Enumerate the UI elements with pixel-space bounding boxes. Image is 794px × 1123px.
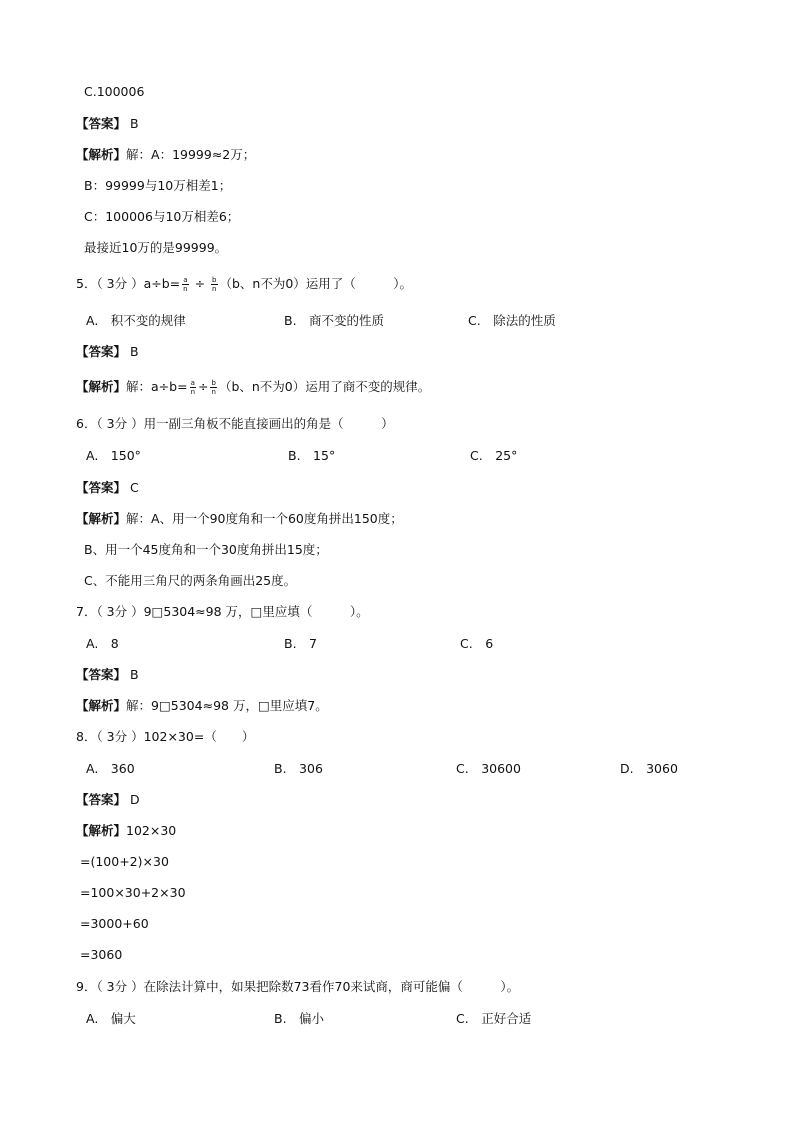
q8-answer-value: D: [130, 792, 140, 807]
q7-answer: [76, 667, 139, 683]
q8-jiexi: [76, 823, 176, 839]
fraction-denominator: n: [211, 388, 216, 396]
q8-option-a: A. 360: [86, 761, 135, 776]
fraction-b-over-n: [211, 276, 217, 293]
q4-jiexi: [76, 147, 255, 163]
q8-answer: [76, 792, 140, 808]
q5-answer-value: B: [130, 344, 139, 359]
q5-option-a: A. 积不变的规律: [86, 313, 186, 328]
fraction-b-over-n: [210, 379, 216, 396]
q5-jiexi-post: （b、n不为0）运用了商不变的规律。: [218, 379, 431, 394]
jiexi-label: 【解析】: [76, 379, 127, 394]
fraction-numerator: a: [183, 276, 188, 284]
q6-option-c: C. 25°: [470, 448, 518, 463]
answer-label: 【答案】: [76, 480, 127, 495]
fraction-numerator: a: [190, 379, 195, 387]
q4-answer: [76, 116, 139, 132]
q6-answer: [76, 480, 139, 496]
q6-stem: 6．（ 3分 ）用一副三角板不能直接画出的角是（ ）: [76, 416, 394, 431]
fraction-denominator: n: [212, 285, 217, 293]
divide-sign: ÷: [198, 379, 209, 394]
previous-option-c: C.100006: [84, 84, 145, 99]
q5-jiexi-pre: 解：a÷b=: [126, 379, 188, 394]
fraction-denominator: n: [183, 285, 188, 293]
q4-jiexi-line: 解：A：19999≈2万；: [126, 147, 256, 162]
q8-step: =3060: [80, 947, 123, 962]
q7-stem: 7．（ 3分 ）9□5304≈98 万，□里应填（ ）。: [76, 604, 369, 619]
q6-jiexi-line: 解：A、用一个90度角和一个60度角拼出150度；: [126, 511, 403, 526]
fraction-numerator: b: [211, 379, 216, 387]
q6-option-a: A. 150°: [86, 448, 141, 463]
q4-jiexi-line: C：100006与10万相差6；: [84, 209, 240, 224]
q8-option-c: C. 30600: [456, 761, 521, 776]
q9-option-c: C. 正好合适: [456, 1011, 532, 1026]
q9-option-b: B. 偏小: [274, 1011, 325, 1026]
q8-option-d: D. 3060: [620, 761, 678, 776]
q6-option-b: B. 15°: [288, 448, 336, 463]
q7-jiexi: [76, 698, 328, 714]
q8-stem: 8．（ 3分 ）102×30=（ ）: [76, 729, 255, 744]
q4-answer-value: B: [130, 116, 139, 131]
q7-jiexi-text: 解：9□5304≈98 万，□里应填7。: [126, 698, 328, 713]
q7-option-c: C. 6: [460, 636, 494, 651]
q6-jiexi: [76, 511, 403, 527]
q8-jiexi-first: 102×30: [126, 823, 177, 838]
q5-option-c: C. 除法的性质: [468, 313, 556, 328]
q7-answer-value: B: [130, 667, 139, 682]
q8-option-b: B. 306: [274, 761, 323, 776]
divide-sign: ÷: [194, 276, 206, 291]
q5-answer: [76, 344, 139, 360]
q4-jiexi-line: 最接近10万的是99999。: [84, 240, 228, 255]
jiexi-label: 【解析】: [76, 698, 127, 713]
fraction-a-over-n: [182, 276, 188, 293]
fraction-a-over-n: [190, 379, 196, 396]
q5-stem-pre: 5．（ 3分 ）a÷b=: [76, 276, 181, 291]
fraction-denominator: n: [190, 388, 195, 396]
q8-step: =100×30+2×30: [80, 885, 186, 900]
answer-label: 【答案】: [76, 116, 127, 131]
q7-option-b: B. 7: [284, 636, 318, 651]
jiexi-label: 【解析】: [76, 147, 127, 162]
fraction-numerator: b: [212, 276, 217, 284]
jiexi-label: 【解析】: [76, 511, 127, 526]
answer-label: 【答案】: [76, 667, 127, 682]
q8-step: =(100+2)×30: [80, 854, 169, 869]
q8-step: =3000+60: [80, 916, 149, 931]
jiexi-label: 【解析】: [76, 823, 127, 838]
q6-answer-value: C: [130, 480, 139, 495]
q9-option-a: A. 偏大: [86, 1011, 136, 1026]
answer-label: 【答案】: [76, 344, 127, 359]
q6-jiexi-line: B、用一个45度角和一个30度角拼出15度；: [84, 542, 328, 557]
q6-jiexi-line: C、不能用三角尺的两条角画出25度。: [84, 573, 297, 588]
q4-jiexi-line: B：99999与10万相差1；: [84, 178, 232, 193]
q5-stem-post: （b、n不为0）运用了（ ）。: [219, 276, 413, 291]
q5-stem: [76, 276, 412, 293]
q7-option-a: A. 8: [86, 636, 119, 651]
q5-option-b: B. 商不变的性质: [284, 313, 385, 328]
q9-stem: 9．（ 3分 ）在除法计算中，如果把除数73看作70来试商，商可能偏（ ）。: [76, 979, 520, 994]
answer-label: 【答案】: [76, 792, 127, 807]
q5-jiexi: [76, 379, 430, 396]
